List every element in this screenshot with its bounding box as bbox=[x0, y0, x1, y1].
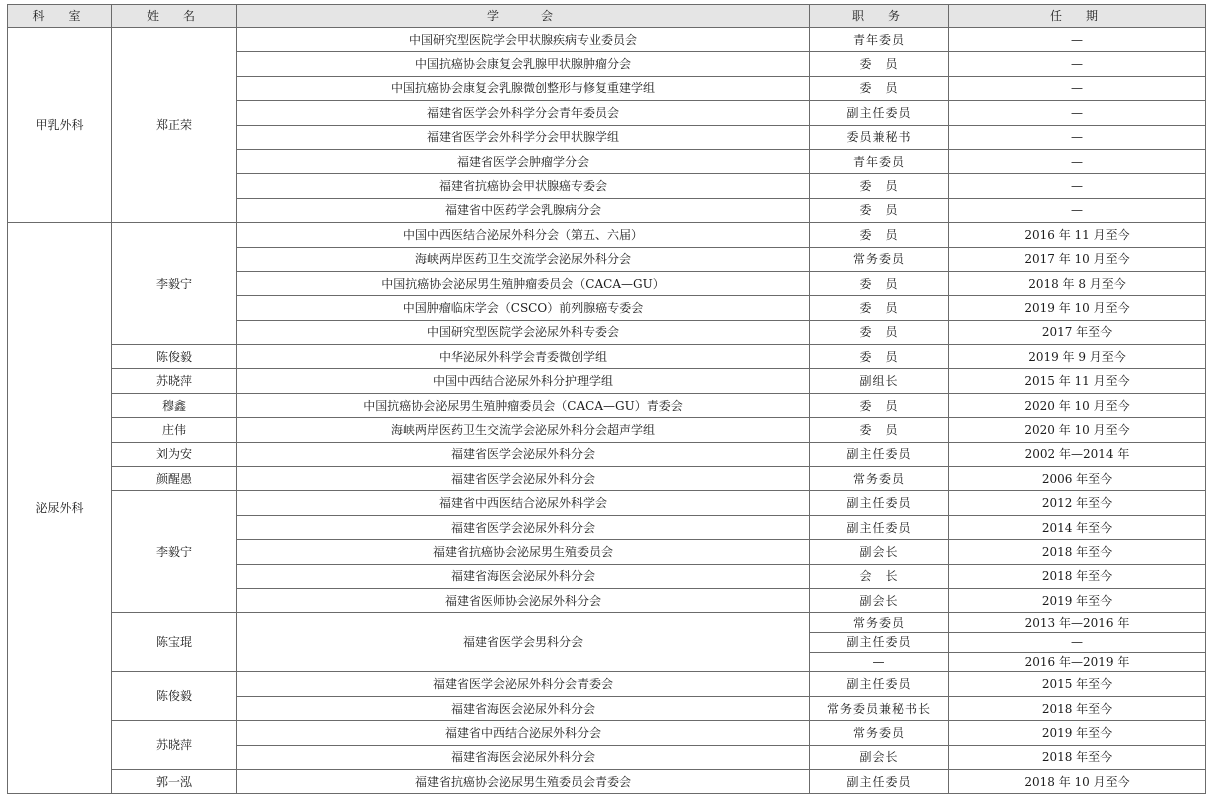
table-row bbox=[8, 491, 1206, 515]
person-name-cell: 李毅宁 bbox=[112, 223, 237, 345]
society-cell: 福建省医学会外科学分会青年委员会 bbox=[237, 101, 810, 125]
person-name-cell: 苏晓萍 bbox=[112, 369, 237, 393]
table-row bbox=[8, 345, 1206, 369]
table-row bbox=[8, 467, 1206, 491]
position-cell: 委 员 bbox=[810, 174, 949, 198]
society-cell: 福建省中西结合泌尿外科分会 bbox=[237, 721, 810, 745]
society-cell: 福建省海医会泌尿外科分会 bbox=[237, 745, 810, 769]
position-cell: 委 员 bbox=[810, 76, 949, 100]
person-name-cell: 陈俊毅 bbox=[112, 672, 237, 721]
term-cell: 2020 年 10 月至今 bbox=[949, 418, 1206, 442]
society-cell: 福建省中医药学会乳腺病分会 bbox=[237, 198, 810, 222]
position-cell: 常务委员 bbox=[810, 467, 949, 491]
position-cell: 会 长 bbox=[810, 564, 949, 588]
term-cell: — bbox=[949, 125, 1206, 149]
person-name-cell: 陈俊毅 bbox=[112, 345, 237, 369]
term-cell: 2016 年—2019 年 bbox=[949, 652, 1206, 672]
position-cell: 委 员 bbox=[810, 418, 949, 442]
col-header-society: 学 会 bbox=[237, 5, 810, 28]
position-cell: 副主任委员 bbox=[810, 770, 949, 794]
department-cell: 泌尿外科 bbox=[8, 223, 112, 794]
society-cell: 中国研究型医院学会甲状腺疾病专业委员会 bbox=[237, 28, 810, 52]
position-cell: 副主任委员 bbox=[810, 442, 949, 466]
col-header-term: 任 期 bbox=[949, 5, 1206, 28]
term-cell: 2016 年 11 月至今 bbox=[949, 223, 1206, 247]
society-cell: 福建省医学会泌尿外科分会青委会 bbox=[237, 672, 810, 696]
society-cell: 中国研究型医院学会泌尿外科专委会 bbox=[237, 320, 810, 344]
term-cell: 2017 年 10 月至今 bbox=[949, 247, 1206, 271]
term-cell: 2018 年至今 bbox=[949, 745, 1206, 769]
term-cell: 2002 年—2014 年 bbox=[949, 442, 1206, 466]
term-cell: 2018 年至今 bbox=[949, 696, 1206, 720]
society-cell: 福建省医学会男科分会 bbox=[237, 613, 810, 672]
society-cell: 中国肿瘤临床学会（CSCO）前列腺癌专委会 bbox=[237, 296, 810, 320]
col-header-department: 科 室 bbox=[8, 5, 112, 28]
society-cell: 中国抗癌协会泌尿男生殖肿瘤委员会（CACA—GU） bbox=[237, 271, 810, 295]
person-name-cell: 苏晓萍 bbox=[112, 721, 237, 770]
position-cell: 青年委员 bbox=[810, 28, 949, 52]
position-cell: 副会长 bbox=[810, 745, 949, 769]
term-cell: 2017 年至今 bbox=[949, 320, 1206, 344]
society-cell: 福建省抗癌协会泌尿男生殖委员会 bbox=[237, 540, 810, 564]
position-cell: 副会长 bbox=[810, 588, 949, 612]
position-cell: 委 员 bbox=[810, 52, 949, 76]
society-cell: 中国中西结合泌尿外科分护理学组 bbox=[237, 369, 810, 393]
term-cell: 2015 年至今 bbox=[949, 672, 1206, 696]
society-cell: 福建省医师协会泌尿外科分会 bbox=[237, 588, 810, 612]
table-row bbox=[8, 28, 1206, 52]
person-name-cell: 郭一泓 bbox=[112, 770, 237, 794]
table-row bbox=[8, 613, 1206, 633]
term-cell: 2020 年 10 月至今 bbox=[949, 393, 1206, 417]
society-cell: 福建省医学会泌尿外科分会 bbox=[237, 442, 810, 466]
position-cell: 青年委员 bbox=[810, 149, 949, 173]
table-row bbox=[8, 369, 1206, 393]
term-cell: — bbox=[949, 52, 1206, 76]
person-name-cell: 李毅宁 bbox=[112, 491, 237, 613]
position-cell: 副主任委员 bbox=[810, 491, 949, 515]
table-row bbox=[8, 442, 1206, 466]
membership-table bbox=[7, 4, 1206, 794]
term-cell: 2018 年至今 bbox=[949, 540, 1206, 564]
position-cell: 委员兼秘书 bbox=[810, 125, 949, 149]
person-name-cell: 庄伟 bbox=[112, 418, 237, 442]
position-cell: 委 员 bbox=[810, 198, 949, 222]
position-cell: — bbox=[810, 652, 949, 672]
society-cell: 中国中西医结合泌尿外科分会（第五、六届） bbox=[237, 223, 810, 247]
term-cell: — bbox=[949, 76, 1206, 100]
position-cell: 副会长 bbox=[810, 540, 949, 564]
term-cell: 2013 年—2016 年 bbox=[949, 613, 1206, 633]
term-cell: 2006 年至今 bbox=[949, 467, 1206, 491]
term-cell: — bbox=[949, 28, 1206, 52]
table-row bbox=[8, 721, 1206, 745]
society-cell: 中国抗癌协会康复会乳腺甲状腺肿瘤分会 bbox=[237, 52, 810, 76]
position-cell: 副主任委员 bbox=[810, 633, 949, 653]
term-cell: — bbox=[949, 198, 1206, 222]
position-cell: 委 员 bbox=[810, 320, 949, 344]
person-name-cell: 颜醒愚 bbox=[112, 467, 237, 491]
term-cell: 2018 年 10 月至今 bbox=[949, 770, 1206, 794]
col-header-position: 职 务 bbox=[810, 5, 949, 28]
position-cell: 副主任委员 bbox=[810, 101, 949, 125]
term-cell: 2018 年 8 月至今 bbox=[949, 271, 1206, 295]
table-row bbox=[8, 393, 1206, 417]
person-name-cell: 郑正荣 bbox=[112, 28, 237, 223]
position-cell: 委 员 bbox=[810, 345, 949, 369]
society-cell: 中华泌尿外科学会青委微创学组 bbox=[237, 345, 810, 369]
society-cell: 中国抗癌协会泌尿男生殖肿瘤委员会（CACA—GU）青委会 bbox=[237, 393, 810, 417]
position-cell: 委 员 bbox=[810, 393, 949, 417]
term-cell: 2019 年 10 月至今 bbox=[949, 296, 1206, 320]
society-cell: 海峡两岸医药卫生交流学会泌尿外科分会 bbox=[237, 247, 810, 271]
position-cell: 副组长 bbox=[810, 369, 949, 393]
position-cell: 副主任委员 bbox=[810, 672, 949, 696]
term-cell: 2019 年 9 月至今 bbox=[949, 345, 1206, 369]
position-cell: 常务委员 bbox=[810, 613, 949, 633]
term-cell: — bbox=[949, 633, 1206, 653]
society-cell: 福建省中西医结合泌尿外科学会 bbox=[237, 491, 810, 515]
person-name-cell: 穆鑫 bbox=[112, 393, 237, 417]
society-cell: 福建省医学会肿瘤学分会 bbox=[237, 149, 810, 173]
position-cell: 委 员 bbox=[810, 271, 949, 295]
society-cell: 海峡两岸医药卫生交流学会泌尿外科分会超声学组 bbox=[237, 418, 810, 442]
society-cell: 福建省医学会泌尿外科分会 bbox=[237, 467, 810, 491]
society-cell: 福建省海医会泌尿外科分会 bbox=[237, 696, 810, 720]
table-row bbox=[8, 770, 1206, 794]
term-cell: — bbox=[949, 101, 1206, 125]
society-cell: 福建省抗癌协会甲状腺癌专委会 bbox=[237, 174, 810, 198]
term-cell: 2018 年至今 bbox=[949, 564, 1206, 588]
term-cell: 2012 年至今 bbox=[949, 491, 1206, 515]
position-cell: 副主任委员 bbox=[810, 515, 949, 539]
term-cell: 2019 年至今 bbox=[949, 588, 1206, 612]
table-row bbox=[8, 223, 1206, 247]
position-cell: 常务委员 bbox=[810, 721, 949, 745]
society-cell: 中国抗癌协会康复会乳腺微创整形与修复重建学组 bbox=[237, 76, 810, 100]
society-cell: 福建省海医会泌尿外科分会 bbox=[237, 564, 810, 588]
position-cell: 常务委员 bbox=[810, 247, 949, 271]
term-cell: 2015 年 11 月至今 bbox=[949, 369, 1206, 393]
position-cell: 常务委员兼秘书长 bbox=[810, 696, 949, 720]
department-cell: 甲乳外科 bbox=[8, 28, 112, 223]
society-cell: 福建省抗癌协会泌尿男生殖委员会青委会 bbox=[237, 770, 810, 794]
table-row bbox=[8, 672, 1206, 696]
term-cell: — bbox=[949, 174, 1206, 198]
term-cell: — bbox=[949, 149, 1206, 173]
person-name-cell: 刘为安 bbox=[112, 442, 237, 466]
position-cell: 委 员 bbox=[810, 296, 949, 320]
header-row bbox=[8, 5, 1206, 28]
table-row bbox=[8, 418, 1206, 442]
term-cell: 2019 年至今 bbox=[949, 721, 1206, 745]
person-name-cell: 陈宝琨 bbox=[112, 613, 237, 672]
position-cell: 委 员 bbox=[810, 223, 949, 247]
society-cell: 福建省医学会外科学分会甲状腺学组 bbox=[237, 125, 810, 149]
term-cell: 2014 年至今 bbox=[949, 515, 1206, 539]
society-cell: 福建省医学会泌尿外科分会 bbox=[237, 515, 810, 539]
col-header-name: 姓 名 bbox=[112, 5, 237, 28]
